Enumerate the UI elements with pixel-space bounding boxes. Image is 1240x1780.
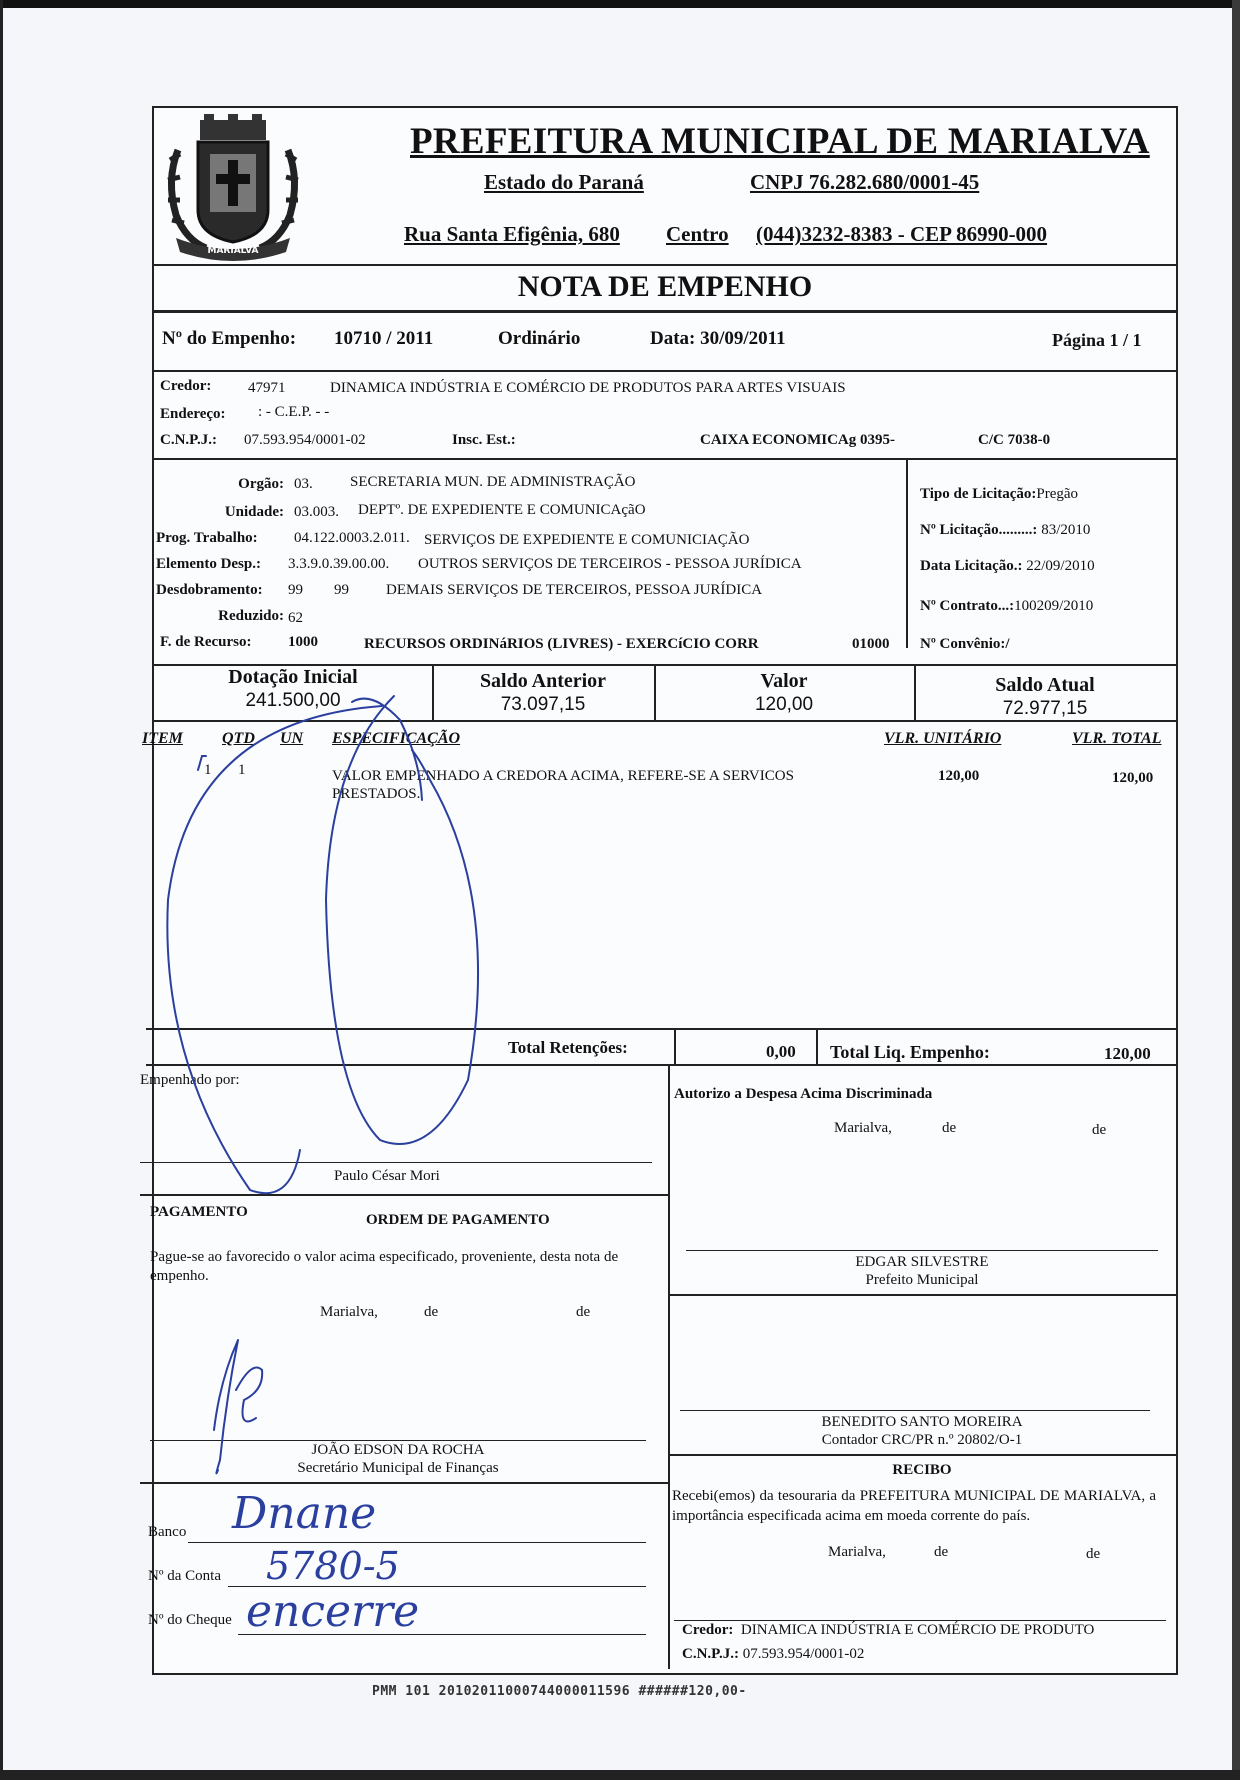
col-vlr-unitario: VLR. UNITÁRIO (884, 730, 1002, 747)
prefeito-name: EDGAR SILVESTRE (855, 1254, 989, 1270)
elemento-code: 3.3.9.0.39.00.00. (288, 556, 390, 572)
recibo-cnpj: C.N.P.J.: 07.593.954/0001-02 (682, 1646, 865, 1662)
elemento-label: Elemento Desp.: (156, 556, 261, 572)
financas-signer-name: JOÃO EDSON DA ROCHA (311, 1442, 485, 1458)
banco-label: Banco (148, 1524, 187, 1540)
orgao-code: 03. (294, 476, 313, 492)
conta-handwritten: 5780-5 (266, 1544, 400, 1588)
cheque-handwritten: encerre (246, 1586, 420, 1637)
recibo-text: Recebi(emos) da tesouraria da PREFEITURA MUNICIPAL DE MARIALVA, a importância especificada acima em moeda corrente do país. (672, 1488, 1156, 1524)
prog-name: SERVIÇOS DE EXPEDIENTE E COMUNICIAÇÃO (424, 532, 750, 548)
recibo-city: Marialva, (828, 1544, 886, 1560)
recurso-code: 1000 (288, 634, 318, 650)
total-liquido-label: Total Liq. Empenho: (830, 1042, 990, 1062)
elemento-name: OUTROS SERVIÇOS DE TERCEIROS - PESSOA JURÍDICA (418, 556, 802, 572)
svg-text:MARIALVA: MARIALVA (207, 246, 259, 256)
desdobramento-b: 99 (334, 582, 349, 598)
reduzido-value: 62 (288, 610, 303, 626)
insc-est-label: Insc. Est.: (452, 432, 516, 448)
contrato-number: Nº Contrato...:100209/2010 (920, 598, 1094, 614)
pagamento-label: PAGAMENTO (150, 1204, 248, 1220)
recurso-number: 01000 (852, 636, 890, 652)
contador-role: Contador CRC/PR n.º 20802/O-1 (821, 1432, 1023, 1448)
item-1-spec-line1: VALOR EMPENHADO A CREDORA ACIMA, REFERE-SE A SERVICOS (332, 768, 794, 784)
autorizo-label: Autorizo a Despesa Acima Discriminada (674, 1086, 933, 1102)
empenho-date: Data: 30/09/2011 (650, 328, 786, 349)
item-1-spec-line2: PRESTADOS. (332, 786, 421, 802)
unidade-code: 03.003. (294, 504, 339, 520)
credor-bank: CAIXA ECONOMICAg 0395- (700, 432, 895, 448)
signature-empenhado-loop-left (167, 706, 382, 1193)
empenho-type: Ordinário (498, 328, 581, 349)
document-title: NOTA DE EMPENHO (517, 270, 813, 303)
autorizo-city: Marialva, (834, 1120, 892, 1136)
pagamento-de-1: de (424, 1304, 439, 1320)
pagamento-de-2: de (576, 1304, 591, 1320)
licitacao-date: Data Licitação.: 22/09/2010 (920, 558, 1095, 574)
col-un: UN (280, 730, 304, 747)
unidade-name: DEPTº. DE EXPEDIENTE E COMUNICAçãO (358, 502, 646, 518)
item-1-total-value: 120,00 (1112, 770, 1154, 786)
credor-cnpj-label: C.N.P.J.: (160, 432, 217, 448)
address-label: Endereço: (160, 406, 226, 422)
ordem-pagamento-label: ORDEM DE PAGAMENTO (366, 1212, 550, 1228)
desdobramento-label: Desdobramento: (156, 582, 263, 598)
reduzido-label: Reduzido: (218, 608, 284, 624)
footer-code: PMM 101 20102011000744000011596 ######120,00- (372, 1684, 747, 1699)
prefeito-role: Prefeito Municipal (865, 1272, 979, 1288)
page-number: Página 1 / 1 (1052, 330, 1142, 350)
financas-signer-role: Secretário Municipal de Finanças (297, 1460, 499, 1476)
banco-handwritten: Dnane (232, 1488, 377, 1539)
empenho-number: 10710 / 2011 (334, 328, 434, 349)
licitacao-number: Nº Licitação.........: 83/2010 (920, 522, 1091, 538)
pagamento-text: Pague-se ao favorecido o valor acima especificado, proveniente, desta nota de empenho. (150, 1249, 619, 1284)
credor-account: C/C 7038-0 (978, 432, 1051, 448)
col-especificacao: ESPECIFICAÇÃO (332, 730, 461, 747)
saldo-atual-label: Saldo Atual (995, 674, 1095, 696)
signature-empenhado-tail (352, 699, 422, 800)
phone-cep: (044)3232-8383 - CEP 86990-000 (756, 222, 1048, 246)
desdobramento-a: 99 (288, 582, 303, 598)
recibo-credor: Credor: DINAMICA INDÚSTRIA E COMÉRCIO DE PRODUTO (682, 1622, 1095, 1638)
credor-label: Credor: (160, 378, 212, 394)
dotacao-value: 241.500,00 (245, 690, 341, 711)
contador-name: BENEDITO SANTO MOREIRA (821, 1414, 1023, 1430)
credor-cnpj: 07.593.954/0001-02 (244, 432, 366, 448)
signature-empenhado-loop-right (326, 696, 478, 1144)
autorizo-de-2: de (1092, 1122, 1107, 1138)
retencoes-label: Total Retenções: (508, 1038, 628, 1057)
col-qtd: QTD (222, 730, 255, 747)
recibo-label: RECIBO (892, 1462, 952, 1478)
credor-code: 47971 (248, 380, 286, 396)
recibo-de-2: de (1086, 1546, 1101, 1562)
tipo-licitacao-label: Tipo de Licitação:Pregão (920, 486, 1079, 502)
convenio-label: Nº Convênio:/ (920, 636, 1010, 652)
empenhado-signer: Paulo César Mori (334, 1168, 440, 1184)
total-liquido-value: 120,00 (1104, 1044, 1151, 1063)
saldo-atual-value: 72.977,15 (1002, 698, 1088, 719)
street-address: Rua Santa Efigênia, 680 (404, 222, 620, 246)
district-label: Centro (666, 222, 729, 246)
empenho-number-label: Nº do Empenho: (162, 328, 297, 349)
signature-empenhado-tick (198, 756, 206, 770)
retencoes-value: 0,00 (766, 1042, 796, 1061)
autorizo-de-1: de (942, 1120, 957, 1136)
orgao-name: SECRETARIA MUN. DE ADMINISTRAÇÃO (350, 474, 636, 490)
recibo-de-1: de (934, 1544, 949, 1560)
valor-label: Valor (760, 670, 808, 692)
prog-label: Prog. Trabalho: (156, 530, 258, 546)
cheque-label: Nº do Cheque (148, 1612, 232, 1628)
city-hall-cnpj: CNPJ 76.282.680/0001-45 (750, 170, 980, 194)
unidade-label: Unidade: (224, 504, 284, 520)
conta-label: Nº da Conta (148, 1568, 221, 1584)
item-1-unit-value: 120,00 (938, 768, 980, 784)
item-1-qty: 1 (238, 762, 246, 778)
empenhado-por-label: Empenhado por: (140, 1072, 240, 1088)
dotacao-label: Dotação Inicial (228, 666, 358, 688)
signature-financas (214, 1340, 262, 1473)
recurso-name: RECURSOS ORDINáRIOS (LIVRES) - EXERCíCIO CORR (364, 636, 759, 652)
orgao-label: Orgão: (238, 476, 284, 492)
credor-name: DINAMICA INDÚSTRIA E COMÉRCIO DE PRODUTOS PARA ARTES VISUAIS (330, 380, 846, 396)
pagamento-city: Marialva, (320, 1304, 378, 1320)
desdobramento-name: DEMAIS SERVIÇOS DE TERCEIROS, PESSOA JURÍDICA (386, 582, 763, 598)
city-hall-title: PREFEITURA MUNICIPAL DE MARIALVA (410, 121, 1150, 162)
recurso-label: F. de Recurso: (160, 634, 252, 650)
saldo-anterior-label: Saldo Anterior (479, 670, 607, 692)
col-item: ITEM (142, 730, 183, 747)
item-1-number: 1 (204, 762, 212, 778)
state-label: Estado do Paraná (484, 170, 644, 194)
prog-code: 04.122.0003.2.011. (294, 530, 410, 546)
address-value: : - C.E.P. - - (258, 404, 330, 420)
valor-value: 120,00 (754, 694, 814, 715)
col-vlr-total: VLR. TOTAL (1072, 730, 1162, 747)
saldo-anterior-value: 73.097,15 (500, 694, 586, 715)
